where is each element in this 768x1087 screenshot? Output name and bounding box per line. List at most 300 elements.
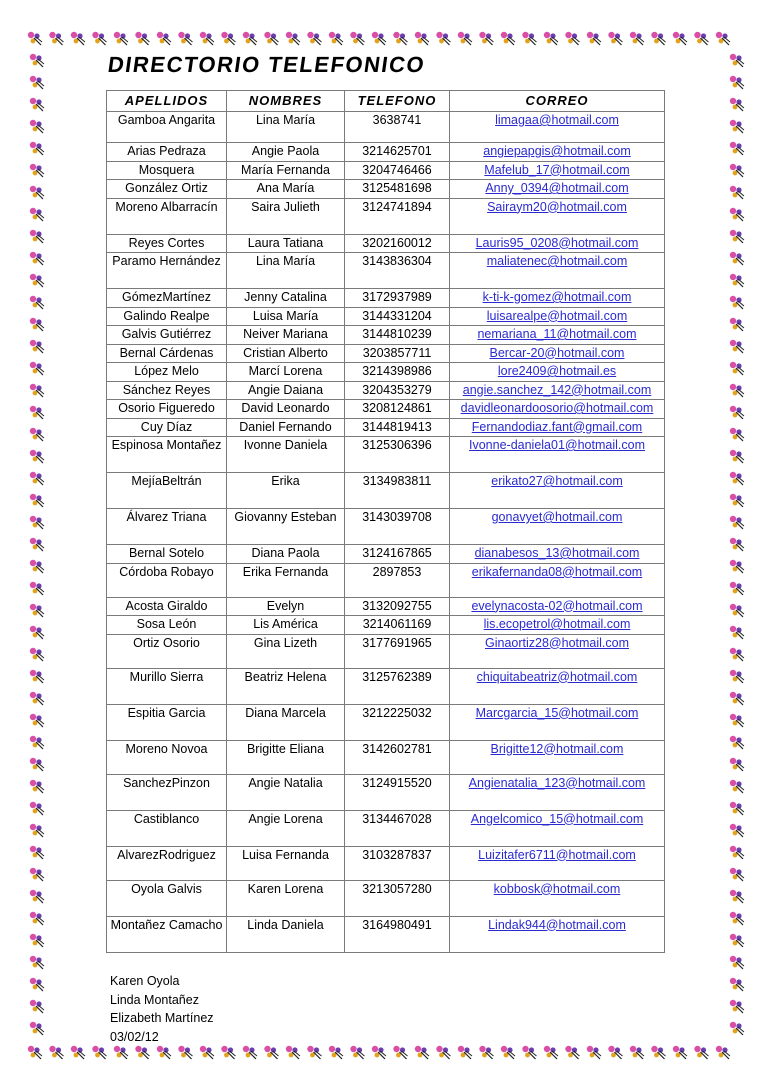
border-motif-icon (730, 274, 744, 287)
cell-correo[interactable]: gonavyet@hotmail.com (450, 509, 665, 545)
border-motif-icon (730, 934, 744, 947)
cell-telefono: 3144810239 (345, 326, 450, 345)
cell-nombres: Brigitte Eliana (227, 740, 345, 774)
border-motif-icon (730, 494, 744, 507)
table-row (107, 363, 665, 382)
border-motif-icon (673, 1046, 687, 1059)
border-motif-icon (730, 582, 744, 595)
table-row (107, 161, 665, 180)
table-row (107, 180, 665, 199)
border-motif-icon (565, 1046, 579, 1059)
border-motif-icon (30, 340, 44, 353)
border-motif-icon (730, 318, 744, 331)
cell-nombres: Beatriz Helena (227, 668, 345, 704)
border-motif-icon (544, 1046, 558, 1059)
border-motif-icon (30, 648, 44, 661)
border-motif-icon (716, 32, 730, 45)
cell-apellidos: López Melo (107, 363, 227, 382)
table-row (107, 198, 665, 234)
cell-telefono: 3132092755 (345, 597, 450, 616)
border-motif-icon (30, 362, 44, 375)
cell-nombres: Cristian Alberto (227, 344, 345, 363)
cell-correo[interactable]: nemariana_11@hotmail.com (450, 326, 665, 345)
border-motif-icon (522, 1046, 536, 1059)
cell-telefono: 3204353279 (345, 381, 450, 400)
border-motif-icon (92, 1046, 106, 1059)
border-motif-icon (730, 230, 744, 243)
border-motif-icon (730, 780, 744, 793)
table-row (107, 509, 665, 545)
cell-apellidos: Moreno Albarracín (107, 198, 227, 234)
border-motif-icon (30, 802, 44, 815)
border-motif-icon (30, 582, 44, 595)
border-motif-icon (30, 76, 44, 89)
cell-correo[interactable]: Mafelub_17@hotmail.com (450, 161, 665, 180)
border-motif-icon (730, 1000, 744, 1013)
cell-apellidos: Bernal Cárdenas (107, 344, 227, 363)
border-motif-icon (30, 516, 44, 529)
border-motif-icon (730, 912, 744, 925)
cell-correo[interactable]: Brigitte12@hotmail.com (450, 740, 665, 774)
cell-apellidos: Galindo Realpe (107, 307, 227, 326)
border-motif-icon (157, 1046, 171, 1059)
border-motif-icon (651, 1046, 665, 1059)
cell-apellidos: Sosa León (107, 616, 227, 635)
cell-telefono: 3213057280 (345, 880, 450, 916)
cell-telefono: 3144331204 (345, 307, 450, 326)
border-motif-icon (71, 1046, 85, 1059)
border-motif-icon (30, 714, 44, 727)
cell-nombres: Angie Natalia (227, 774, 345, 810)
border-motif-icon (730, 692, 744, 705)
border-motif-icon (587, 1046, 601, 1059)
cell-telefono: 3144819413 (345, 418, 450, 437)
cell-nombres: Karen Lorena (227, 880, 345, 916)
border-motif-icon (730, 98, 744, 111)
column-header-apellidos: APELLIDOS (107, 91, 227, 112)
border-motif-icon (200, 1046, 214, 1059)
cell-telefono: 3212225032 (345, 704, 450, 740)
cell-telefono: 3124741894 (345, 198, 450, 234)
cell-telefono: 3164980491 (345, 916, 450, 952)
cell-telefono: 3124167865 (345, 545, 450, 564)
border-motif-icon (30, 208, 44, 221)
cell-correo[interactable]: maliatenec@hotmail.com (450, 253, 665, 289)
border-motif-icon (30, 868, 44, 881)
footer-date: 03/02/12 (110, 1029, 159, 1044)
border-motif-icon (730, 450, 744, 463)
border-motif-icon (730, 208, 744, 221)
table-row (107, 473, 665, 509)
border-motif-icon (30, 252, 44, 265)
border-motif-icon (30, 296, 44, 309)
cell-nombres: Linda Daniela (227, 916, 345, 952)
table-row (107, 418, 665, 437)
cell-correo[interactable]: chiquitabeatriz@hotmail.com (450, 668, 665, 704)
cell-apellidos: Ortiz Osorio (107, 634, 227, 668)
border-motif-icon (730, 406, 744, 419)
border-motif-icon (730, 868, 744, 881)
cell-nombres: Lina María (227, 112, 345, 143)
border-motif-icon (608, 1046, 622, 1059)
border-motif-icon (49, 32, 63, 45)
border-motif-icon (30, 120, 44, 133)
border-motif-icon (30, 186, 44, 199)
directory-rows (107, 112, 665, 953)
cell-apellidos: Paramo Hernández (107, 253, 227, 289)
border-motif-icon (501, 32, 515, 45)
border-motif-icon (522, 32, 536, 45)
border-motif-icon (30, 98, 44, 111)
cell-apellidos: MejíaBeltrán (107, 473, 227, 509)
border-motif-icon (30, 956, 44, 969)
cell-nombres: Angie Lorena (227, 810, 345, 846)
cell-apellidos: Arias Pedraza (107, 143, 227, 162)
cell-telefono: 3125762389 (345, 668, 450, 704)
border-motif-icon (587, 32, 601, 45)
cell-apellidos: Mosquera (107, 161, 227, 180)
border-motif-icon (30, 670, 44, 683)
cell-nombres: Angie Daiana (227, 381, 345, 400)
footer-line: Elizabeth Martínez (110, 1011, 214, 1025)
border-motif-icon (730, 758, 744, 771)
border-motif-icon (329, 32, 343, 45)
cell-correo[interactable]: Angienatalia_123@hotmail.com (450, 774, 665, 810)
cell-nombres: Jenny Catalina (227, 289, 345, 308)
border-motif-icon (157, 32, 171, 45)
cell-nombres: Diana Marcela (227, 704, 345, 740)
cell-correo[interactable]: Fernandodiaz.fant@gmail.com (450, 418, 665, 437)
border-motif-icon (694, 1046, 708, 1059)
cell-telefono: 3208124861 (345, 400, 450, 419)
cell-correo[interactable]: evelynacosta-02@hotmail.com (450, 597, 665, 616)
cell-correo[interactable]: dianabesos_13@hotmail.com (450, 545, 665, 564)
page-title: DIRECTORIO TELEFONICO (106, 52, 427, 77)
cell-telefono: 3142602781 (345, 740, 450, 774)
border-motif-icon (30, 736, 44, 749)
cell-nombres: Daniel Fernando (227, 418, 345, 437)
cell-correo[interactable]: k-ti-k-gomez@hotmail.com (450, 289, 665, 308)
border-motif-icon (730, 890, 744, 903)
border-motif-icon (393, 32, 407, 45)
border-motif-icon (30, 1000, 44, 1013)
border-motif-icon (30, 934, 44, 947)
cell-correo[interactable]: erikafernanda08@hotmail.com (450, 563, 665, 597)
cell-apellidos: Moreno Novoa (107, 740, 227, 774)
cell-correo[interactable]: limagaa@hotmail.com (450, 112, 665, 143)
border-motif-icon (479, 1046, 493, 1059)
cell-apellidos: Sánchez Reyes (107, 381, 227, 400)
border-motif-icon (730, 824, 744, 837)
border-motif-icon (436, 32, 450, 45)
border-motif-icon (243, 32, 257, 45)
table-row (107, 810, 665, 846)
border-motif-icon (286, 32, 300, 45)
border-motif-icon (393, 1046, 407, 1059)
border-motif-icon (30, 164, 44, 177)
border-motif-icon (264, 1046, 278, 1059)
table-header-row (107, 91, 665, 112)
cell-apellidos: Córdoba Robayo (107, 563, 227, 597)
border-motif-icon (372, 32, 386, 45)
border-motif-icon (135, 1046, 149, 1059)
table-row (107, 307, 665, 326)
table-row (107, 344, 665, 363)
border-motif-icon (673, 32, 687, 45)
border-motif-icon (30, 274, 44, 287)
cell-telefono: 3214061169 (345, 616, 450, 635)
cell-nombres: Lis América (227, 616, 345, 635)
border-motif-icon (30, 560, 44, 573)
cell-nombres: Ana María (227, 180, 345, 199)
table-row (107, 597, 665, 616)
border-motif-icon (286, 1046, 300, 1059)
border-motif-icon (30, 142, 44, 155)
table-row (107, 668, 665, 704)
cell-correo[interactable]: lore2409@hotmail.es (450, 363, 665, 382)
border-motif-icon (730, 648, 744, 661)
border-motif-icon (92, 32, 106, 45)
border-motif-icon (730, 384, 744, 397)
border-motif-icon (243, 1046, 257, 1059)
border-motif-icon (716, 1046, 730, 1059)
cell-telefono: 3203857711 (345, 344, 450, 363)
table-row (107, 326, 665, 345)
cell-correo[interactable]: Luizitafer6711@hotmail.com (450, 846, 665, 880)
border-motif-icon (30, 626, 44, 639)
directory-table (106, 90, 665, 953)
border-motif-icon (730, 142, 744, 155)
cell-correo[interactable]: davidleonardoosorio@hotmail.com (450, 400, 665, 419)
cell-apellidos: Acosta Giraldo (107, 597, 227, 616)
cell-apellidos: Cuy Díaz (107, 418, 227, 437)
table-row (107, 916, 665, 952)
cell-telefono: 3103287837 (345, 846, 450, 880)
border-motif-icon (730, 164, 744, 177)
cell-telefono: 3134983811 (345, 473, 450, 509)
border-motif-icon (436, 1046, 450, 1059)
cell-correo[interactable]: Angelcomico_15@hotmail.com (450, 810, 665, 846)
border-motif-icon (30, 912, 44, 925)
cell-nombres: Saira Julieth (227, 198, 345, 234)
border-motif-icon (30, 472, 44, 485)
border-motif-icon (730, 252, 744, 265)
border-motif-icon (730, 626, 744, 639)
table-row (107, 437, 665, 473)
border-motif-icon (30, 890, 44, 903)
border-motif-icon (730, 516, 744, 529)
border-motif-icon (71, 32, 85, 45)
footer-authors (110, 972, 214, 1046)
border-motif-icon (264, 32, 278, 45)
table-row (107, 112, 665, 143)
border-motif-icon (730, 802, 744, 815)
border-motif-icon (30, 450, 44, 463)
footer-line: Karen Oyola (110, 974, 180, 988)
border-motif-icon (730, 978, 744, 991)
cell-nombres: Lina María (227, 253, 345, 289)
cell-correo[interactable]: Sairaym20@hotmail.com (450, 198, 665, 234)
cell-telefono: 3125306396 (345, 437, 450, 473)
cell-telefono: 3177691965 (345, 634, 450, 668)
border-motif-icon (608, 32, 622, 45)
border-motif-icon (415, 1046, 429, 1059)
border-motif-icon (730, 362, 744, 375)
cell-apellidos: Álvarez Triana (107, 509, 227, 545)
cell-telefono: 3214398986 (345, 363, 450, 382)
border-motif-icon (30, 824, 44, 837)
border-motif-icon (30, 846, 44, 859)
table-row (107, 880, 665, 916)
border-motif-icon (329, 1046, 343, 1059)
table-row (107, 289, 665, 308)
cell-nombres: Neiver Mariana (227, 326, 345, 345)
border-motif-icon (458, 1046, 472, 1059)
border-motif-icon (479, 32, 493, 45)
cell-nombres: Diana Paola (227, 545, 345, 564)
table-row (107, 846, 665, 880)
border-motif-icon (30, 978, 44, 991)
cell-correo[interactable]: erikato27@hotmail.com (450, 473, 665, 509)
cell-correo[interactable]: Lindak944@hotmail.com (450, 916, 665, 952)
border-motif-icon (28, 1046, 42, 1059)
border-motif-icon (221, 32, 235, 45)
cell-apellidos: González Ortiz (107, 180, 227, 199)
cell-nombres: María Fernanda (227, 161, 345, 180)
border-motif-icon (730, 670, 744, 683)
table-row (107, 740, 665, 774)
border-motif-icon (730, 714, 744, 727)
border-motif-icon (730, 120, 744, 133)
cell-correo[interactable]: luisarealpe@hotmail.com (450, 307, 665, 326)
cell-telefono: 3143039708 (345, 509, 450, 545)
cell-nombres: Erika Fernanda (227, 563, 345, 597)
table-row (107, 143, 665, 162)
table-row (107, 616, 665, 635)
cell-nombres: Luisa María (227, 307, 345, 326)
border-motif-icon (30, 230, 44, 243)
table-row (107, 253, 665, 289)
border-motif-icon (30, 54, 44, 67)
border-motif-icon (730, 296, 744, 309)
cell-telefono: 3204746466 (345, 161, 450, 180)
cell-correo[interactable]: kobbosk@hotmail.com (450, 880, 665, 916)
cell-nombres: Ivonne Daniela (227, 437, 345, 473)
table-row (107, 704, 665, 740)
cell-nombres: Erika (227, 473, 345, 509)
cell-correo[interactable]: angie.sanchez_142@hotmail.com (450, 381, 665, 400)
cell-correo[interactable]: Anny_0394@hotmail.com (450, 180, 665, 199)
cell-apellidos: Oyola Galvis (107, 880, 227, 916)
border-motif-icon (114, 1046, 128, 1059)
border-motif-icon (28, 32, 42, 45)
border-motif-icon (178, 1046, 192, 1059)
border-motif-icon (30, 406, 44, 419)
cell-nombres: Giovanny Esteban (227, 509, 345, 545)
cell-correo[interactable]: lis.ecopetrol@hotmail.com (450, 616, 665, 635)
border-motif-icon (544, 32, 558, 45)
border-motif-icon (30, 604, 44, 617)
border-motif-icon (307, 1046, 321, 1059)
cell-nombres: Evelyn (227, 597, 345, 616)
cell-telefono: 3214625701 (345, 143, 450, 162)
border-motif-icon (30, 780, 44, 793)
cell-apellidos: Gamboa Angarita (107, 112, 227, 143)
cell-correo[interactable]: Ginaortiz28@hotmail.com (450, 634, 665, 668)
cell-nombres: Gina Lizeth (227, 634, 345, 668)
border-motif-icon (565, 32, 579, 45)
border-motif-icon (30, 384, 44, 397)
column-header-correo: CORREO (450, 91, 665, 112)
table-row (107, 774, 665, 810)
border-motif-icon (730, 538, 744, 551)
cell-apellidos: SanchezPinzon (107, 774, 227, 810)
border-motif-icon (730, 956, 744, 969)
cell-correo[interactable]: Ivonne-daniela01@hotmail.com (450, 437, 665, 473)
border-motif-icon (730, 1022, 744, 1035)
cell-nombres: Luisa Fernanda (227, 846, 345, 880)
cell-correo[interactable]: Marcgarcia_15@hotmail.com (450, 704, 665, 740)
border-motif-icon (651, 32, 665, 45)
border-motif-icon (415, 32, 429, 45)
cell-telefono: 3124915520 (345, 774, 450, 810)
cell-apellidos: AlvarezRodriguez (107, 846, 227, 880)
table-row (107, 400, 665, 419)
border-motif-icon (730, 736, 744, 749)
border-motif-icon (730, 560, 744, 573)
footer-line: Linda Montañez (110, 992, 199, 1007)
border-motif-icon (458, 32, 472, 45)
border-motif-icon (114, 32, 128, 45)
border-motif-icon (30, 428, 44, 441)
border-motif-icon (350, 1046, 364, 1059)
border-motif-icon (30, 692, 44, 705)
column-header-telefono: TELEFONO (345, 91, 450, 112)
cell-apellidos: Reyes Cortes (107, 234, 227, 253)
cell-nombres: David Leonardo (227, 400, 345, 419)
cell-correo[interactable]: angiepapgis@hotmail.com (450, 143, 665, 162)
cell-nombres: Laura Tatiana (227, 234, 345, 253)
cell-correo[interactable]: Bercar-20@hotmail.com (450, 344, 665, 363)
border-motif-icon (221, 1046, 235, 1059)
border-motif-icon (307, 32, 321, 45)
border-motif-icon (30, 1022, 44, 1035)
cell-telefono: 3143836304 (345, 253, 450, 289)
cell-apellidos: Galvis Gutiérrez (107, 326, 227, 345)
border-motif-icon (730, 340, 744, 353)
border-motif-icon (630, 32, 644, 45)
border-motif-icon (730, 846, 744, 859)
table-row (107, 545, 665, 564)
cell-apellidos: Espinosa Montañez (107, 437, 227, 473)
border-motif-icon (30, 758, 44, 771)
cell-telefono: 3172937989 (345, 289, 450, 308)
cell-correo[interactable]: Lauris95_0208@hotmail.com (450, 234, 665, 253)
border-motif-icon (200, 32, 214, 45)
table-row (107, 634, 665, 668)
border-motif-icon (30, 538, 44, 551)
border-motif-icon (30, 494, 44, 507)
border-motif-icon (730, 604, 744, 617)
table-row (107, 563, 665, 597)
border-motif-icon (501, 1046, 515, 1059)
border-motif-icon (372, 1046, 386, 1059)
border-motif-icon (135, 32, 149, 45)
cell-telefono: 3638741 (345, 112, 450, 143)
column-header-nombres: NOMBRES (227, 91, 345, 112)
cell-apellidos: Castiblanco (107, 810, 227, 846)
cell-nombres: Marcí Lorena (227, 363, 345, 382)
